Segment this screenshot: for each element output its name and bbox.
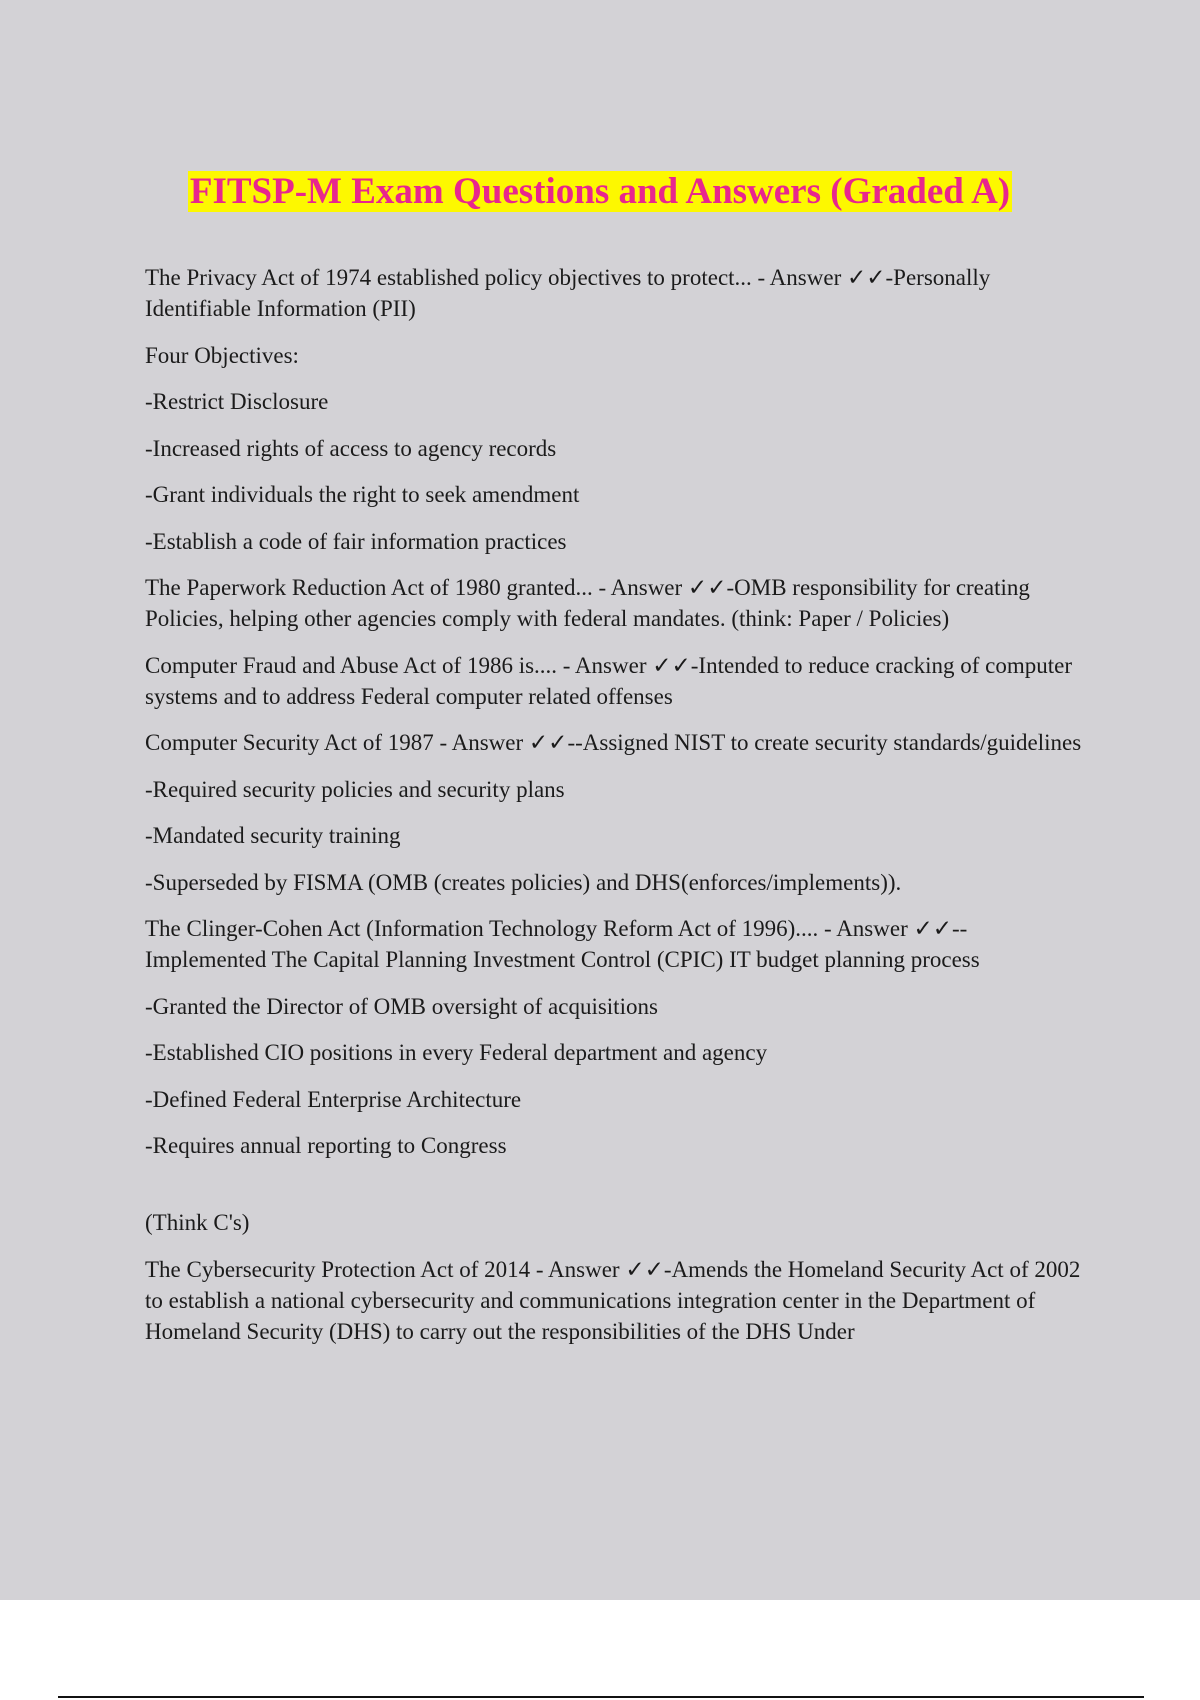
document-title xyxy=(0,168,1200,216)
list-item: -Establish a code of fair information practices xyxy=(145,528,567,554)
document-body xyxy=(145,262,1085,1362)
qa-computer-security-act: Computer Security Act of 1987 - Answer ✓✓--Assigned NIST to create security standards/guidelines xyxy=(145,730,1082,755)
list-item: -Requires annual reporting to Congress xyxy=(145,1133,507,1158)
objectives-heading: Four Objectives: xyxy=(145,342,299,368)
qa-privacy-act: The Privacy Act of 1974 established policy objectives to protect... - Answer ✓✓-Personally Identifiable Information (PII) xyxy=(145,265,991,321)
list-item: -Increased rights of access to agency records xyxy=(145,435,557,461)
document-title-text: FITSP-M Exam Questions and Answers (Graded A) xyxy=(189,171,1011,212)
qa-cybersecurity-protection-act: The Cybersecurity Protection Act of 2014 - Answer ✓✓-Amends the Homeland Security Act of 2002 to establish a national cybersecurity and communications integration center in the Department of Homeland Security (DHS) to carry out the responsibilities of the DHS Under xyxy=(145,1256,1081,1344)
list-item: -Established CIO positions in every Federal department and agency xyxy=(145,1040,768,1065)
qa-computer-fraud-act: Computer Fraud and Abuse Act of 1986 is.... - Answer ✓✓-Intended to reduce cracking of computer systems and to address Federal computer related offenses xyxy=(145,652,1073,709)
list-item: -Superseded by FISMA (OMB (creates policies) and DHS(enforces/implements)). xyxy=(145,869,902,895)
list-item: -Defined Federal Enterprise Architecture xyxy=(145,1086,522,1112)
footer-divider xyxy=(58,1696,1144,1698)
list-item: -Mandated security training xyxy=(145,823,401,848)
qa-paperwork-act: The Paperwork Reduction Act of 1980 granted... - Answer ✓✓-OMB responsibility for creating Policies, helping other agencies comply with federal mandates. (think: Paper / Policies) xyxy=(145,575,1030,631)
mnemonic-note: (Think C's) xyxy=(145,1210,250,1235)
page-footer xyxy=(0,1600,1200,1700)
list-item: -Restrict Disclosure xyxy=(145,389,329,414)
list-item: -Grant individuals the right to seek amendment xyxy=(145,482,580,507)
list-item: -Granted the Director of OMB oversight of acquisitions xyxy=(145,993,658,1019)
list-item: -Required security policies and security plans xyxy=(145,776,565,802)
qa-clinger-cohen-act: The Clinger-Cohen Act (Information Technology Reform Act of 1996).... - Answer ✓✓--Implemented The Capital Planning Investment Control (CPIC) IT budget planning process xyxy=(145,916,980,972)
